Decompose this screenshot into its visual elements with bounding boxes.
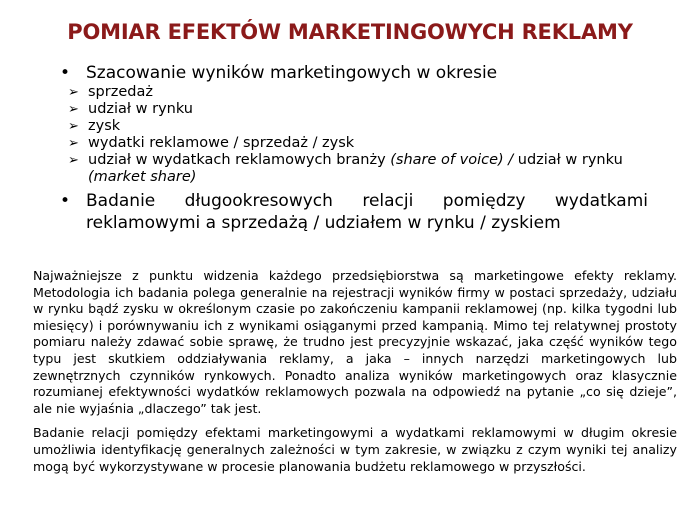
sub-item — [68, 101, 648, 118]
arrow-bullet-icon: ➢ — [68, 153, 79, 168]
sub-item-text — [88, 152, 623, 185]
sub-item — [68, 152, 648, 186]
text-part: sprzedaż — [88, 84, 153, 100]
sub-item-text — [88, 101, 193, 117]
sub-item-text — [88, 84, 153, 100]
text-part: wydatki reklamowe / sprzedaż / zysk — [88, 135, 355, 151]
text-part: udział w wydatkach reklamowych branży — [88, 152, 391, 168]
sub-list — [68, 84, 648, 186]
sub-item — [68, 84, 648, 101]
italic-term: (share of voice) / — [390, 152, 514, 168]
paragraph: Najważniejsze z punktu widzenia każdego przedsiębiorstwa są marketingowe efekty reklamy. Metodologia ich badania polega generalnie na rejestracji wyników firmy w postaci sprzedaży, udziału w rynku bądź zysku w określonym czasie po zakończeniu kampanii reklamowej (np. kilka tygodni lub miesięcy) i porównywaniu ich z wynikami osiąganymi przed kampanią. Mimo tej relatywnej prostoty pomiaru należy zdawać sobie sprawę, że trudno jest precyzyjnie wskazać, jaka część wyników tego typu jest skutkiem oddziaływania reklamy, a jaka – innych narzędzi marketingowych lub zewnętrznych czynników rynkowych. Ponadto analiza wyników marketingowych oraz klasycznie rozumianej efektywności wydatków reklamowych pozwala na odpowiedź na pytanie „co się dzieje”, ale nie wyjaśnia „dlaczego” tak jest. — [33, 268, 677, 416]
arrow-bullet-icon: ➢ — [68, 119, 79, 134]
bullet-text: Badanie długookresowych relacji pomiędzy wydatkami reklamowymi a sprzedażą / udziałem w rynku / zyskiem — [86, 191, 648, 233]
arrow-bullet-icon: ➢ — [68, 102, 79, 117]
bullet-text: Szacowanie wyników marketingowych w okresie — [86, 63, 498, 83]
bullet-dot-icon: • — [60, 191, 71, 211]
text-part: udział w rynku — [88, 101, 193, 117]
arrow-bullet-icon: ➢ — [68, 85, 79, 100]
text-part: udział w rynku — [513, 152, 623, 168]
paragraph: Badanie relacji pomiędzy efektami marketingowymi a wydatkami reklamowymi w długim okresie umożliwia identyfikację generalnych zależności w tym zakresie, w związku z czym wyniki tej analizy mogą być wykorzystywane w procesie planowania budżetu reklamowego w przyszłości. — [33, 425, 677, 474]
text-part: zysk — [88, 118, 121, 134]
bullet-list — [58, 62, 648, 234]
sub-item — [68, 135, 648, 152]
bullet-item-estimation — [58, 62, 648, 84]
body-text — [33, 268, 677, 483]
bullet-dot-icon: • — [60, 63, 71, 83]
italic-term: (market share) — [88, 169, 197, 185]
sub-item — [68, 118, 648, 135]
arrow-bullet-icon: ➢ — [68, 136, 79, 151]
page-title: POMIAR EFEKTÓW MARKETINGOWYCH REKLAMY — [67, 20, 633, 44]
sub-item-text — [88, 118, 120, 134]
sub-item-text — [88, 135, 354, 151]
bullet-item-longterm — [58, 190, 648, 234]
